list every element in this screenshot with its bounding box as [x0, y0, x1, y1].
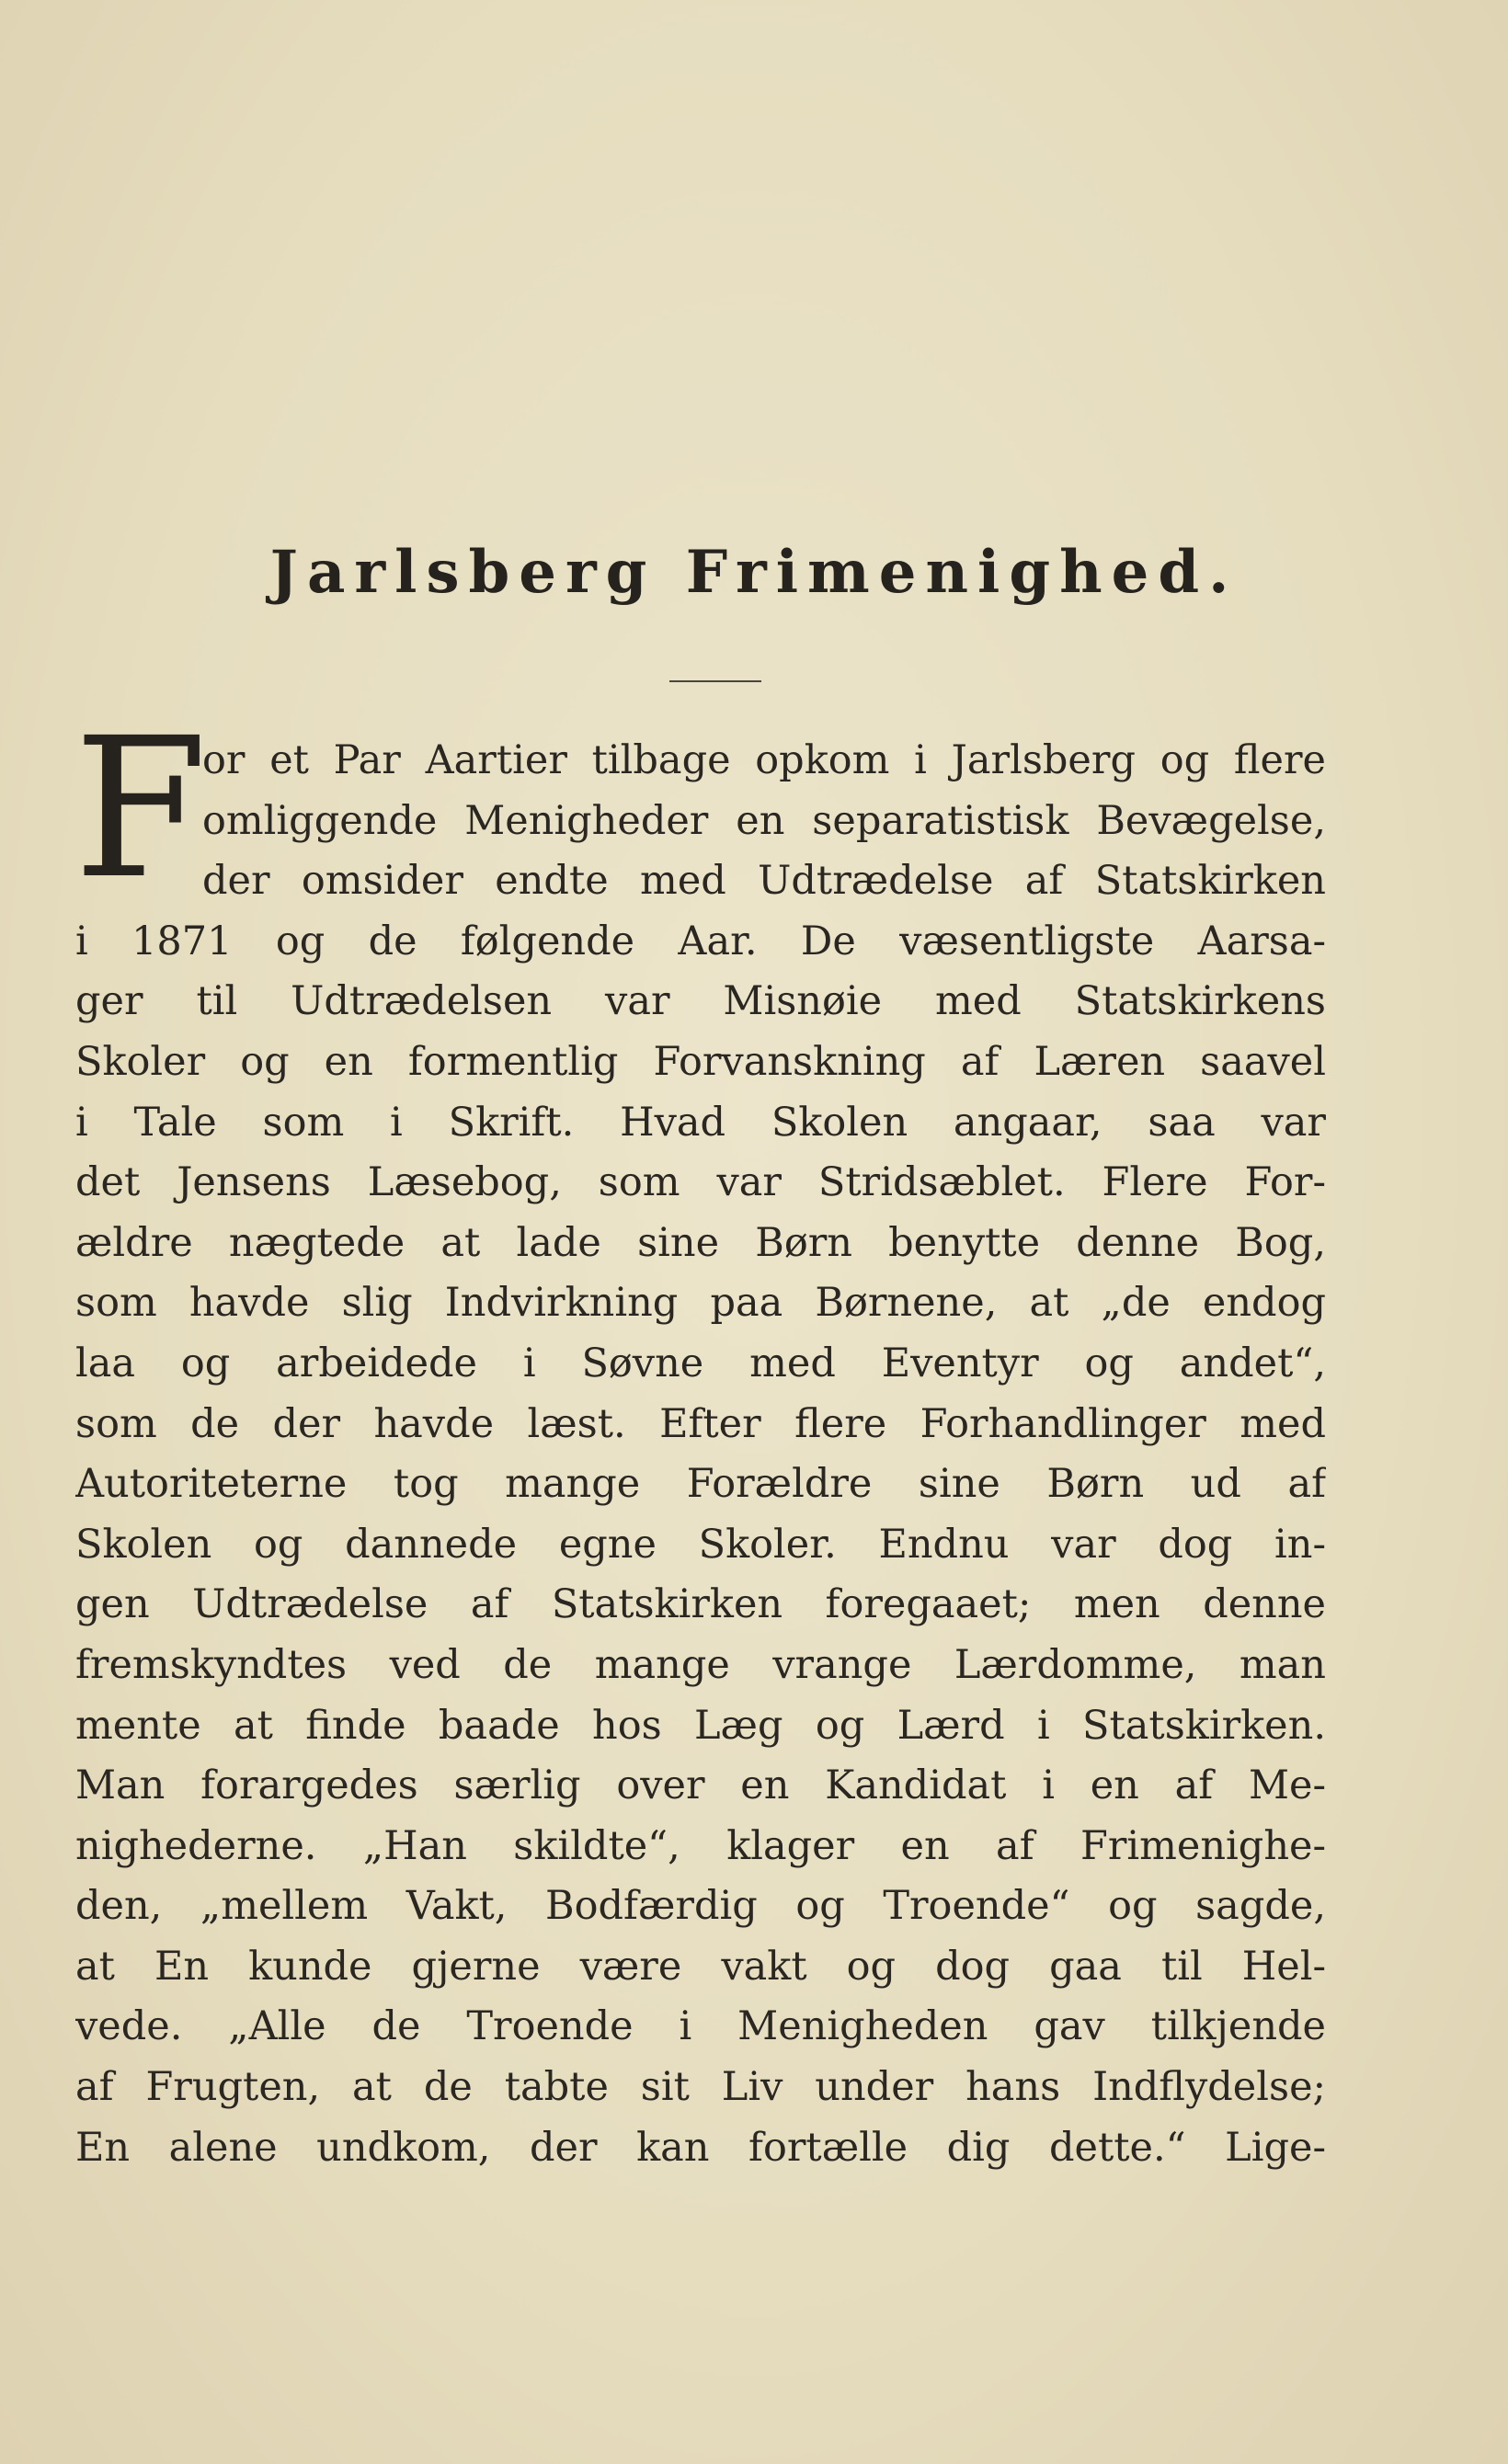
text-line: ger til Udtrædelsen var Misnøie med Statskirkens — [75, 978, 1326, 1025]
text-line: i Tale som i Skrift. Hvad Skolen angaar, saa var — [75, 1099, 1326, 1146]
text-line: mente at finde baade hos Læg og Lærd i Statskirken. — [75, 1702, 1326, 1749]
body-text — [75, 731, 1326, 2178]
text-line: det Jensens Læsebog, som var Stridsæblet. Flere For- — [75, 1159, 1326, 1206]
text-line: Man forargedes særlig over en Kandidat i en af Me- — [75, 1762, 1326, 1809]
text-line: gen Udtrædelse af Statskirken foregaaet; men denne — [75, 1581, 1326, 1628]
text-line: vede. „Alle de Troende i Menigheden gav tilkjende — [75, 2003, 1326, 2050]
text-line: af Frugten, at de tabte sit Liv under hans Indflydelse; — [75, 2064, 1326, 2111]
text-line: Skolen og dannede egne Skoler. Endnu var dog in- — [75, 1521, 1326, 1568]
text-line: omliggende Menigheder en separatistisk Bevægelse, — [202, 797, 1326, 844]
text-line: som havde slig Indvirkning paa Børnene, at „de endog — [75, 1280, 1326, 1327]
text-line: or et Par Aartier tilbage opkom i Jarlsberg og flere — [202, 737, 1326, 783]
text-line: der omsider endte med Udtrædelse af Statskirken — [202, 858, 1326, 905]
text-line: fremskyndtes ved de mange vrange Lærdomme, man — [75, 1641, 1326, 1688]
text-line: En alene undkom, der kan fortælle dig dette.“ Lige- — [75, 2124, 1326, 2171]
text-line: Autoriteterne tog mange Forældre sine Børn ud af — [75, 1461, 1326, 1508]
text-line: Skoler og en formentlig Forvanskning af Læren saavel — [75, 1038, 1326, 1085]
page-title: Jarlsberg Frimenighed. — [269, 538, 1239, 607]
text-line: som de der havde læst. Efter flere Forhandlinger med — [75, 1400, 1326, 1447]
text-line: nighederne. „Han skildte“, klager en af Frimenighe- — [75, 1822, 1326, 1869]
text-line: den, „mellem Vakt, Bodfærdig og Troende“ og sagde, — [75, 1883, 1326, 1930]
drop-cap: F — [74, 696, 208, 921]
title-divider — [669, 680, 761, 682]
text-line: ældre nægtede at lade sine Børn benytte denne Bog, — [75, 1219, 1326, 1266]
text-line: i 1871 og de følgende Aar. De væsentligste Aarsa- — [75, 918, 1326, 964]
text-line: at En kunde gjerne være vakt og dog gaa til Hel- — [75, 1943, 1326, 1990]
text-line: laa og arbeidede i Søvne med Eventyr og andet“, — [75, 1340, 1326, 1386]
